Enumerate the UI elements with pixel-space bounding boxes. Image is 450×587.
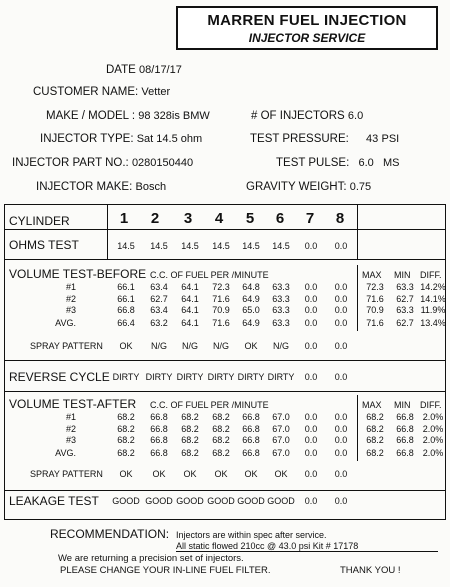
reverse-value: DIRTY [267, 372, 295, 382]
volume-value: 68.2 [181, 447, 199, 458]
date-value: 08/17/17 [139, 64, 182, 76]
returning-note: We are returning a precision set of injectors. [58, 553, 244, 564]
volume-value: 0.0 [334, 412, 348, 422]
spray-value: N/G [150, 341, 167, 351]
leakage-value: GOOD [207, 496, 235, 506]
max-value: 71.6 [366, 317, 384, 328]
pulse-label: TEST PULSE: [276, 157, 350, 169]
type-value: Sat 14.5 ohm [136, 133, 203, 145]
pressure-value: 43 [366, 133, 379, 145]
ohms-value: 14.5 [181, 241, 199, 251]
volume-value: 63.4 [150, 282, 168, 292]
volume-value: 0.0 [304, 293, 318, 304]
part-value: 0280150440 [131, 157, 194, 169]
volume-value: 64.1 [181, 282, 199, 292]
volume-value: 66.8 [150, 423, 168, 434]
volume-value: 63.3 [272, 305, 290, 315]
min-value: 66.8 [396, 447, 414, 458]
max-value: 68.2 [366, 447, 384, 458]
cc-label: C.C. OF FUEL PER /MINUTE [150, 270, 269, 280]
spray-value: 0.0 [304, 469, 318, 479]
leakage-value: GOOD [237, 496, 265, 506]
volume-value: 0.0 [304, 435, 318, 445]
row-label: AVG. [55, 447, 76, 458]
reverse-value: DIRTY [145, 372, 173, 382]
grid-line [107, 205, 108, 229]
max-label-after: MAX [362, 400, 382, 410]
leakage-value: 0.0 [304, 496, 318, 506]
max-value: 70.9 [366, 305, 384, 315]
volume-value: 64.1 [181, 293, 199, 304]
pulse-unit: MS [383, 157, 400, 169]
shop-subtitle: INJECTOR SERVICE [248, 31, 366, 45]
volume-value: 68.2 [117, 435, 135, 445]
volume-value: 71.6 [212, 293, 230, 304]
part-label: INJECTOR PART NO.: [12, 157, 129, 169]
volume-value: 64.9 [242, 317, 260, 328]
pressure-unit: PSI [381, 133, 400, 145]
inj-make-label: INJECTOR MAKE: [36, 181, 133, 193]
shop-title: MARREN FUEL INJECTION [207, 12, 407, 29]
max-label: MAX [362, 270, 382, 280]
date-label: DATE [106, 64, 136, 76]
customer-label: CUSTOMER NAME: [33, 86, 139, 98]
row-label: #3 [65, 435, 76, 445]
volume-value: 0.0 [304, 317, 318, 328]
diff-label-after: DIFF. [420, 400, 442, 410]
volume-value: 0.0 [304, 447, 318, 458]
min-value: 63.3 [396, 282, 414, 292]
inj-make-row [36, 181, 166, 193]
volume-value: 63.3 [272, 282, 290, 292]
volume-value: 0.0 [334, 305, 348, 315]
ohms-value: 14.5 [272, 241, 290, 251]
spray-after-label: SPRAY PATTERN [30, 469, 103, 479]
row-label: #2 [65, 423, 76, 434]
gravity-label: GRAVITY WEIGHT: [246, 181, 347, 193]
cyl-6: 6 [275, 210, 285, 227]
max-value: 71.6 [366, 293, 384, 304]
reverse-value: 0.0 [334, 372, 348, 382]
cylinder-label: CYLINDER [9, 214, 70, 228]
volume-value: 0.0 [334, 447, 348, 458]
cyl-1: 1 [119, 210, 129, 227]
volume-value: 0.0 [304, 412, 318, 422]
cyl-2: 2 [150, 210, 160, 227]
grid-line [5, 490, 445, 491]
pressure-label: TEST PRESSURE: [250, 133, 349, 145]
volume-value: 67.0 [272, 435, 290, 445]
volume-value: 66.8 [117, 305, 135, 315]
reverse-value: DIRTY [176, 372, 204, 382]
max-value: 72.3 [366, 282, 384, 292]
grid-line [357, 395, 358, 461]
ohms-value: 14.5 [242, 241, 260, 251]
spray-before-label: SPRAY PATTERN [30, 341, 103, 351]
spray-value: OK [152, 469, 166, 479]
volume-value: 0.0 [334, 282, 348, 292]
grid-line [5, 391, 445, 392]
min-value: 63.3 [396, 305, 414, 315]
diff-value: 2.0% [422, 423, 444, 434]
volume-before-label: VOLUME TEST-BEFORE [9, 267, 147, 281]
gravity-value: 0.75 [349, 181, 372, 193]
cyl-5: 5 [245, 210, 255, 227]
grid-line [357, 205, 358, 259]
volume-value: 65.0 [242, 305, 260, 315]
max-value: 68.2 [366, 435, 384, 445]
reverse-value: DIRTY [237, 372, 265, 382]
volume-value: 66.8 [242, 447, 260, 458]
cc-label-after: C.C. OF FUEL PER /MINUTE [150, 400, 269, 410]
min-value: 66.8 [396, 435, 414, 445]
diff-value: 2.0% [422, 435, 444, 445]
spray-value: OK [119, 341, 133, 351]
min-value: 66.8 [396, 412, 414, 422]
min-value: 66.8 [396, 423, 414, 434]
spray-value: OK [183, 469, 197, 479]
volume-value: 63.2 [150, 317, 168, 328]
spray-value: 0.0 [304, 341, 318, 351]
spray-value: OK [244, 341, 258, 351]
volume-value: 67.0 [272, 447, 290, 458]
volume-value: 63.3 [272, 293, 290, 304]
thank-you: THANK YOU ! [340, 565, 401, 576]
volume-value: 70.9 [212, 305, 230, 315]
cyl-7: 7 [305, 210, 315, 227]
pulse-row [276, 157, 400, 169]
volume-value: 0.0 [304, 423, 318, 434]
spray-value: N/G [272, 341, 289, 351]
spray-value: 0.0 [334, 341, 348, 351]
volume-value: 68.2 [181, 435, 199, 445]
volume-value: 71.6 [212, 317, 230, 328]
volume-value: 67.0 [272, 412, 290, 422]
volume-value: 64.8 [242, 282, 260, 292]
volume-value: 63.3 [272, 317, 290, 328]
volume-value: 68.2 [181, 412, 199, 422]
customer-value: Vetter [141, 86, 171, 98]
max-value: 68.2 [366, 412, 384, 422]
volume-value: 68.2 [117, 423, 135, 434]
type-label: INJECTOR TYPE: [40, 133, 134, 145]
volume-value: 66.8 [150, 412, 168, 422]
spray-value: OK [274, 469, 288, 479]
inj-make-value: Bosch [135, 181, 167, 193]
gravity-row [246, 181, 371, 193]
spray-value: OK [214, 469, 228, 479]
volume-value: 63.4 [150, 305, 168, 315]
row-label: #2 [65, 293, 76, 304]
header-box [176, 6, 438, 50]
volume-value: 68.2 [212, 412, 230, 422]
grid-line [107, 229, 108, 259]
make-value: 98 328is BMW [138, 110, 210, 122]
row-label: AVG. [55, 317, 76, 328]
volume-value: 68.2 [117, 412, 135, 422]
volume-value: 64.1 [181, 305, 199, 315]
volume-value: 68.2 [212, 447, 230, 458]
volume-value: 66.8 [150, 435, 168, 445]
recommendation-label: RECOMMENDATION: [50, 527, 170, 541]
volume-value: 0.0 [334, 423, 348, 434]
customer-row [33, 86, 170, 98]
spray-value: OK [119, 469, 133, 479]
min-value: 62.7 [396, 317, 414, 328]
min-label: MIN [394, 270, 411, 280]
volume-value: 66.8 [242, 412, 260, 422]
leakage-value: GOOD [112, 496, 140, 506]
row-label: #1 [65, 412, 76, 422]
volume-value: 64.9 [242, 293, 260, 304]
part-row [12, 157, 193, 169]
leakage-value: GOOD [145, 496, 173, 506]
volume-value: 0.0 [334, 293, 348, 304]
ohms-value: 0.0 [334, 241, 348, 251]
diff-value: 11.9% [420, 305, 446, 315]
volume-value: 62.7 [150, 293, 168, 304]
filter-note: PLEASE CHANGE YOUR IN-LINE FUEL FILTER. [60, 565, 271, 576]
reverse-value: 0.0 [304, 372, 318, 382]
leakage-value: GOOD [176, 496, 204, 506]
cyl-8: 8 [335, 210, 345, 227]
reverse-cycle-label: REVERSE CYCLE [9, 370, 110, 384]
max-value: 68.2 [366, 423, 384, 434]
volume-value: 72.3 [212, 282, 230, 292]
volume-value: 68.2 [117, 447, 135, 458]
row-label: #1 [65, 282, 76, 292]
diff-value: 14.1% [420, 293, 446, 304]
min-label-after: MIN [394, 400, 411, 410]
spray-value: OK [244, 469, 258, 479]
injector-count-row [251, 110, 363, 122]
volume-value: 0.0 [334, 435, 348, 445]
volume-value: 68.2 [212, 423, 230, 434]
recommendation-line2: All static flowed 210cc @ 43.0 psi Kit # 17178 [176, 541, 438, 552]
spray-value: 0.0 [334, 469, 348, 479]
grid-line [5, 229, 445, 230]
volume-value: 66.1 [117, 293, 135, 304]
spray-value: N/G [212, 341, 229, 351]
diff-value: 2.0% [422, 412, 444, 422]
injector-count-label: # OF INJECTORS [251, 110, 345, 122]
reverse-value: DIRTY [207, 372, 235, 382]
volume-value: 64.1 [181, 317, 199, 328]
volume-value: 67.0 [272, 423, 290, 434]
min-value: 62.7 [396, 293, 414, 304]
diff-value: 14.2% [420, 282, 446, 292]
volume-value: 0.0 [334, 317, 348, 328]
cyl-4: 4 [214, 210, 224, 227]
volume-value: 0.0 [304, 282, 318, 292]
row-label: #3 [65, 305, 76, 315]
leakage-value: 0.0 [334, 496, 348, 506]
injector-count-value: 6.0 [347, 110, 364, 122]
diff-value: 13.4% [420, 317, 446, 328]
ohms-label: OHMS TEST [9, 238, 79, 252]
cyl-3: 3 [183, 210, 193, 227]
volume-value: 66.4 [117, 317, 135, 328]
date-row [106, 64, 182, 76]
diff-value: 2.0% [422, 447, 444, 458]
volume-value: 66.8 [242, 435, 260, 445]
volume-value: 68.2 [181, 423, 199, 434]
reverse-value: DIRTY [112, 372, 140, 382]
grid-line [5, 259, 445, 260]
make-row [46, 110, 210, 122]
recommendation-line1: Injectors are within spec after service. [176, 530, 327, 540]
volume-value: 66.1 [117, 282, 135, 292]
leakage-label: LEAKAGE TEST [9, 494, 99, 508]
volume-after-label: VOLUME TEST-AFTER [9, 397, 137, 411]
grid-line [5, 360, 445, 361]
make-label: MAKE / MODEL : [46, 110, 136, 122]
pulse-value: 6.0 [358, 157, 374, 169]
type-row [40, 133, 202, 145]
volume-value: 0.0 [304, 305, 318, 315]
ohms-value: 14.5 [117, 241, 135, 251]
volume-value: 66.8 [150, 447, 168, 458]
spray-value: N/G [181, 341, 198, 351]
diff-label: DIFF. [420, 270, 442, 280]
ohms-value: 14.5 [150, 241, 168, 251]
ohms-value: 14.5 [212, 241, 230, 251]
ohms-value: 0.0 [304, 241, 318, 251]
leakage-value: GOOD [267, 496, 295, 506]
volume-value: 68.2 [212, 435, 230, 445]
pressure-row [250, 133, 399, 145]
grid-line [357, 265, 358, 331]
volume-value: 66.8 [242, 423, 260, 434]
